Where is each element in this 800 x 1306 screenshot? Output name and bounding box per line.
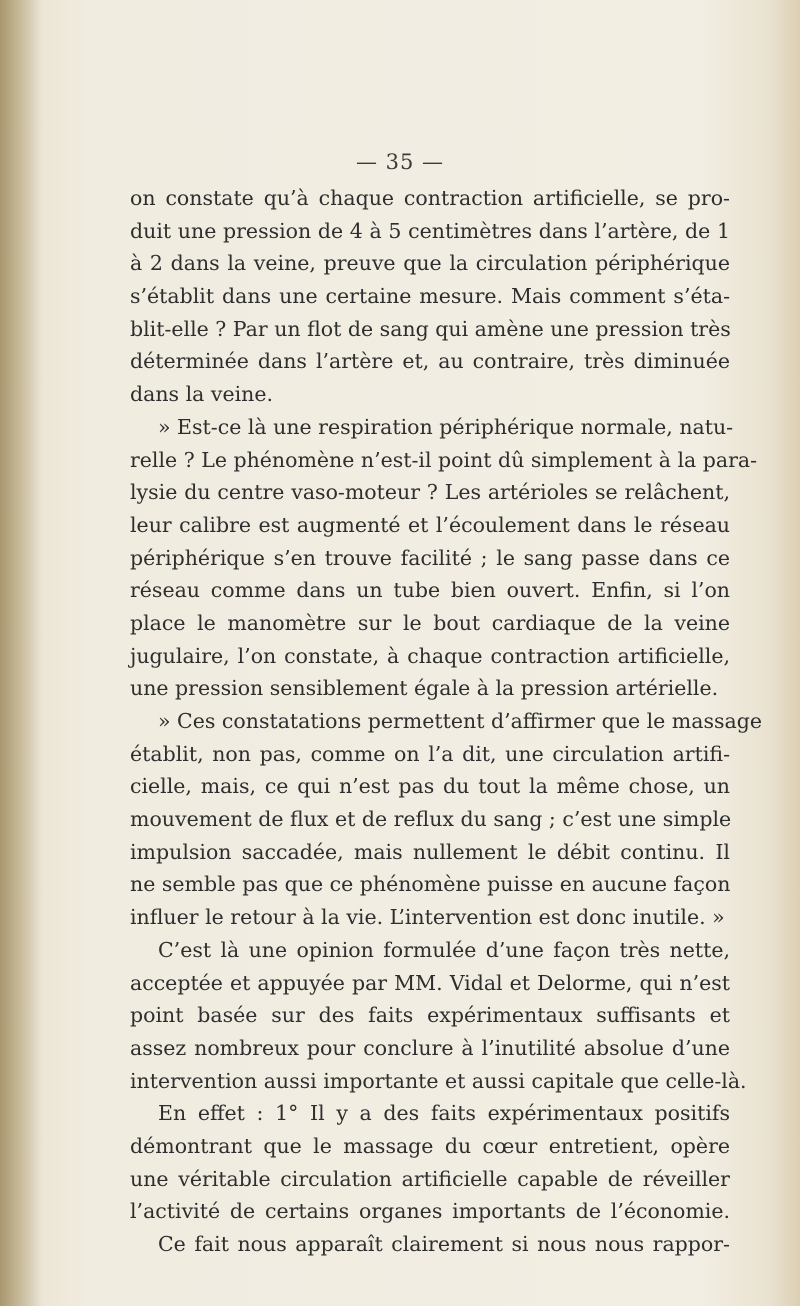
text-line: » Est-ce là une respiration périphérique normale, natu- bbox=[158, 414, 734, 439]
text-line: s’établit dans une certaine mesure. Mais comment s’éta- bbox=[130, 284, 730, 309]
page-gutter-shadow bbox=[0, 0, 44, 1306]
text-line: Ce fait nous apparaît clairement si nous nous rappor- bbox=[158, 1232, 730, 1256]
page-number: — 35 — bbox=[355, 150, 445, 174]
text-line: assez nombreux pour conclure à l’inutilité absolue d’une bbox=[130, 1035, 730, 1060]
text-line: on constate qu’à chaque contraction artificielle, se pro- bbox=[130, 186, 730, 210]
text-line: l’activité de certains organes importants de l’économie. bbox=[130, 1199, 730, 1224]
text-line: influer le retour à la vie. L’intervention est donc inutile. » bbox=[130, 905, 725, 930]
text-line: C’est là une opinion formulée d’une façon très nette, bbox=[158, 937, 730, 962]
text-line: cielle, mais, ce qui n’est pas du tout la même chose, un bbox=[130, 774, 730, 799]
text-line: acceptée et appuyée par MM. Vidal et Delorme, qui n’est bbox=[130, 970, 730, 995]
text-line: place le manomètre sur le bout cardiaque de la veine bbox=[130, 610, 730, 635]
text-line: blit-elle ? Par un flot de sang qui amène une pression très bbox=[130, 316, 731, 341]
text-line: une véritable circulation artificielle capable de réveiller bbox=[130, 1166, 730, 1191]
text-line: leur calibre est augmenté et l’écoulement dans le réseau bbox=[130, 512, 730, 537]
text-line: une pression sensiblement égale à la pression artérielle. bbox=[130, 676, 719, 701]
text-line: jugulaire, l’on constate, à chaque contraction artificielle, bbox=[130, 643, 730, 668]
text-line: mouvement de flux et de reflux du sang ; c’est une simple bbox=[130, 807, 732, 832]
text-line: » Ces constatations permettent d’affirmer que le massage bbox=[158, 709, 762, 733]
text-line: impulsion saccadée, mais nullement le débit continu. Il bbox=[130, 839, 730, 864]
text-line: duit une pression de 4 à 5 centimètres dans l’artère, de 1 bbox=[130, 218, 730, 243]
text-line: établit, non pas, comme on l’a dit, une circulation artifi- bbox=[130, 741, 730, 766]
text-line: lysie du centre vaso-moteur ? Les artérioles se relâchent, bbox=[130, 480, 730, 505]
body-text bbox=[130, 182, 762, 1261]
text-line: déterminée dans l’artère et, au contraire, très diminuée bbox=[130, 349, 730, 374]
text-line: ne semble pas que ce phénomène puisse en aucune façon bbox=[130, 872, 731, 897]
text-line: réseau comme dans un tube bien ouvert. Enfin, si l’on bbox=[130, 578, 730, 603]
text-line: périphérique s’en trouve facilité ; le sang passe dans ce bbox=[130, 545, 730, 570]
text-line: relle ? Le phénomène n’est-il point dû simplement à la para- bbox=[130, 447, 758, 472]
text-line: intervention aussi importante et aussi capitale que celle-là. bbox=[130, 1068, 747, 1093]
text-line: dans la veine. bbox=[130, 382, 273, 407]
text-line: En effet : 1° Il y a des faits expérimentaux positifs bbox=[158, 1101, 730, 1126]
text-line: démontrant que le massage du cœur entretient, opère bbox=[130, 1133, 730, 1158]
text-line: à 2 dans la veine, preuve que la circulation périphérique bbox=[130, 251, 730, 276]
text-line: point basée sur des faits expérimentaux suffisants et bbox=[130, 1003, 730, 1028]
